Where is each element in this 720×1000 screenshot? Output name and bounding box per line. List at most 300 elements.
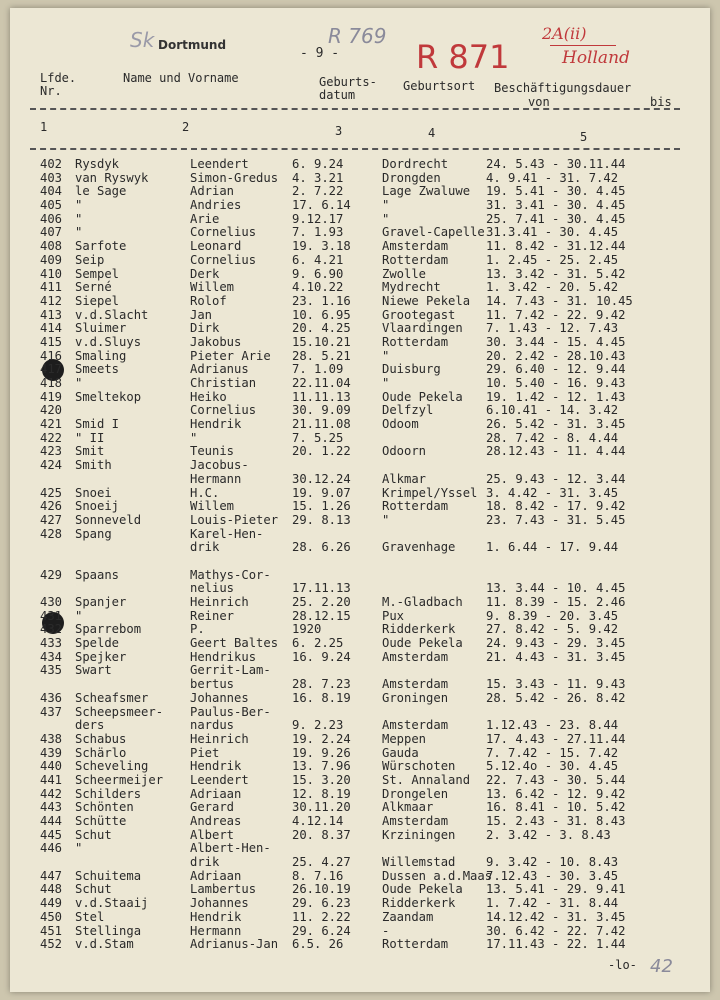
last-name: le Sage [75, 184, 127, 199]
header-nr: Nr. [40, 84, 62, 98]
row-number: 434 [40, 649, 63, 664]
pencil-reference: R 769 [328, 24, 387, 48]
birth-date: 30.11.20 [292, 800, 351, 815]
birth-place: Rotterdam [382, 499, 449, 514]
employment-period: 27. 8.42 - 5. 9.42 [486, 622, 619, 637]
document-page [10, 8, 710, 992]
birth-date: 11. 2.22 [292, 909, 351, 924]
last-name: Schut [75, 882, 112, 897]
table-row [10, 719, 710, 733]
employment-period: 29. 6.40 - 12. 9.44 [486, 362, 626, 377]
birth-date: 13. 7.96 [292, 759, 351, 774]
row-number: 450 [40, 909, 63, 924]
first-name: Gerrit-Lam- [190, 663, 271, 678]
first-name: Lambertus [190, 882, 257, 897]
row-number: 452 [40, 937, 63, 952]
first-name: Cornelius [190, 403, 257, 418]
birth-date: 17.11.13 [292, 581, 351, 596]
birth-place: Duisburg [382, 362, 441, 377]
last-name: Serné [75, 280, 112, 295]
first-name: Hermann [190, 923, 242, 938]
employment-period: 23. 7.43 - 31. 5.45 [486, 512, 626, 527]
birth-date: 6. 9.24 [292, 157, 344, 171]
dortmund-stamp: Dortmund [158, 38, 227, 52]
last-name: Rysdyk [75, 157, 120, 171]
row-number: 441 [40, 772, 63, 787]
first-name: Johannes [190, 896, 249, 911]
employment-period: 9. 8.39 - 20. 3.45 [486, 608, 619, 623]
table-row [10, 842, 710, 856]
red-note-top: 2A(ii) [542, 24, 587, 43]
employment-period: 28.12.43 - 11. 4.44 [486, 444, 626, 459]
last-name: Sempel [75, 266, 120, 281]
table-row [10, 309, 710, 323]
row-number: 420 [40, 403, 63, 418]
employment-period: 17.11.43 - 22. 1.44 [486, 937, 626, 952]
first-name: Karel-Hen- [190, 526, 264, 541]
row-number: 433 [40, 636, 63, 651]
row-number: 440 [40, 759, 63, 774]
first-name: Heinrich [190, 595, 249, 609]
row-number: 427 [40, 512, 63, 527]
birth-date: 20. 4.25 [292, 321, 351, 336]
employment-period: 31. 3.41 - 30. 4.45 [486, 198, 626, 213]
employment-period: 9. 3.42 - 10. 8.43 [486, 855, 619, 870]
table-row [10, 870, 710, 884]
birth-date: 7. 1.09 [292, 362, 344, 377]
last-name: Sonneveld [75, 512, 142, 527]
birth-date: 7. 1.93 [292, 225, 344, 240]
birth-date: 29. 6.24 [292, 923, 351, 938]
row-number: 430 [40, 595, 63, 609]
employment-period: 25. 9.43 - 12. 3.44 [486, 471, 626, 486]
row-number: 436 [40, 690, 63, 705]
row-number: 407 [40, 225, 63, 240]
birth-place: Dussen a.d.Maas [382, 868, 493, 883]
red-note-bottom: Holland [562, 48, 630, 68]
last-name: Schuitema [75, 868, 142, 883]
birth-date: 30. 9.09 [292, 403, 351, 418]
birth-date: 15. 3.20 [292, 772, 351, 787]
birth-date: 30.12.24 [292, 471, 351, 486]
corner-pencil-number: 42 [650, 956, 673, 977]
employment-period: 16. 8.41 - 10. 5.42 [486, 800, 626, 815]
last-name: " [75, 211, 83, 226]
first-name: Geert Baltes [190, 636, 279, 651]
table-row [10, 623, 710, 637]
last-name: ders [75, 718, 105, 733]
row-number: 429 [40, 567, 63, 582]
column-number-1: 1 [40, 120, 48, 134]
first-name: Christian [190, 376, 257, 390]
birth-place: " [382, 348, 390, 363]
first-name: Simon-Gredus [190, 170, 279, 185]
column-number-5: 5 [580, 130, 588, 144]
table-row [10, 733, 710, 747]
first-name: Gerard [190, 800, 235, 815]
table-row [10, 815, 710, 829]
employment-period: 19. 1.42 - 12. 1.43 [486, 389, 626, 404]
row-number: 447 [40, 868, 63, 883]
table-row [10, 829, 710, 843]
employment-period: 7. 1.43 - 12. 7.43 [486, 321, 619, 336]
birth-place: Amsterdam [382, 718, 449, 733]
employment-period: 24. 9.43 - 29. 3.45 [486, 636, 626, 651]
first-name: Adriaan [190, 786, 242, 801]
table-row [10, 350, 710, 364]
row-number: 414 [40, 321, 63, 336]
row-number: 415 [40, 334, 63, 349]
birth-place: Delfzyl [382, 403, 434, 418]
last-name: " [75, 198, 83, 213]
header-datum: datum [319, 88, 356, 102]
row-number: 410 [40, 266, 63, 281]
header-geburts: Geburts- [319, 75, 377, 89]
first-name: Leendert [190, 157, 249, 171]
birth-place: Drongden [382, 170, 441, 185]
table-row [10, 760, 710, 774]
last-name: Scheveling [75, 759, 149, 774]
table-row [10, 678, 710, 692]
birth-date: 6. 2.25 [292, 636, 344, 651]
last-name: " II [75, 430, 105, 445]
row-number: 425 [40, 485, 63, 500]
last-name: Schilders [75, 786, 142, 801]
last-name: Schut [75, 827, 112, 842]
last-name: Seip [75, 252, 105, 267]
last-name: v.d.Sluys [75, 334, 142, 349]
birth-date: 25. 2.20 [292, 595, 351, 609]
record-list [10, 158, 710, 952]
row-number: 438 [40, 731, 63, 746]
birth-place: - [382, 923, 390, 938]
employment-period: 2. 3.42 - 3. 8.43 [486, 827, 611, 842]
row-number: 403 [40, 170, 63, 185]
first-name: drik [190, 855, 220, 870]
first-name: Dirk [190, 321, 220, 336]
last-name: Smit [75, 444, 105, 459]
employment-period: 20. 2.42 - 28.10.43 [486, 348, 626, 363]
first-name: drik [190, 540, 220, 555]
birth-date: 6. 4.21 [292, 252, 344, 267]
first-name: nardus [190, 718, 235, 733]
employment-period: 7. 7.42 - 15. 7.42 [486, 745, 619, 760]
first-name: Jakobus [190, 334, 242, 349]
first-name: Albert [190, 827, 235, 842]
row-number: 432 [40, 622, 63, 637]
row-number: 418 [40, 376, 63, 390]
employment-period: 15. 2.43 - 31. 8.43 [486, 814, 626, 828]
first-name: Hendrik [190, 759, 242, 774]
last-name: Scheafsmer [75, 690, 149, 705]
table-row [10, 651, 710, 665]
table-row [10, 336, 710, 350]
first-name: Arie [190, 211, 220, 226]
last-name: Spang [75, 526, 112, 541]
employment-period: 13. 3.44 - 10. 4.45 [486, 581, 626, 596]
birth-place: Odoom [382, 417, 419, 432]
employment-period: 15. 3.43 - 11. 9.43 [486, 677, 626, 692]
birth-place: " [382, 211, 390, 226]
birth-date: 22.11.04 [292, 376, 351, 390]
birth-place: Amsterdam [382, 239, 449, 254]
birth-place: Pux [382, 608, 405, 623]
birth-date: 9. 6.90 [292, 266, 344, 281]
first-name: Cornelius [190, 225, 257, 240]
birth-date: 23. 1.16 [292, 293, 351, 308]
birth-place: Ridderkerk [382, 896, 456, 911]
birth-place: Odoorn [382, 444, 427, 459]
first-name: Hendrik [190, 909, 242, 924]
employment-period: 21. 4.43 - 31. 3.45 [486, 649, 626, 664]
birth-place: Zwolle [382, 266, 427, 281]
row-number: 404 [40, 184, 63, 199]
table-row [10, 569, 710, 583]
row-number: 409 [40, 252, 63, 267]
page-number: - 9 - [300, 46, 340, 61]
table-row [10, 801, 710, 815]
table-row [10, 925, 710, 939]
table-row [10, 911, 710, 925]
employment-period: 11. 7.42 - 22. 9.42 [486, 307, 626, 322]
employment-period: 5.12.4o - 30. 4.45 [486, 759, 619, 774]
last-name: Scheermeijer [75, 772, 164, 787]
employment-period: 6.10.41 - 14. 3.42 [486, 403, 619, 418]
row-number: 413 [40, 307, 63, 322]
birth-place: Alkmaar [382, 800, 434, 815]
birth-date: 28. 5.21 [292, 348, 351, 363]
birth-date: 1920 [292, 622, 322, 637]
employment-period: 24. 5.43 - 30.11.44 [486, 157, 626, 171]
header-von: von [528, 95, 550, 109]
first-name: Rolof [190, 293, 227, 308]
last-name: v.d.Slacht [75, 307, 149, 322]
first-name: Derk [190, 266, 220, 281]
employment-period: 1. 3.42 - 20. 5.42 [486, 280, 619, 295]
first-name: " [190, 430, 198, 445]
birth-place: Ridderkerk [382, 622, 456, 637]
birth-place: Gauda [382, 745, 419, 760]
header-name: Name und Vorname [123, 71, 239, 85]
first-name: Jan [190, 307, 213, 322]
birth-date: 28.12.15 [292, 608, 351, 623]
last-name: " [75, 376, 83, 390]
first-name: Andreas [190, 814, 242, 828]
birth-place: Grootegast [382, 307, 456, 322]
employment-period: 31.3.41 - 30. 4.45 [486, 225, 619, 240]
table-row [10, 555, 710, 569]
last-name: Spaans [75, 567, 120, 582]
birth-place: Amsterdam [382, 814, 449, 828]
last-name: van Ryswyk [75, 170, 149, 185]
employment-period: 26. 5.42 - 31. 3.45 [486, 417, 626, 432]
birth-place: Gravenhage [382, 540, 456, 555]
first-name: Teunis [190, 444, 235, 459]
birth-place: " [382, 198, 390, 213]
table-row [10, 432, 710, 446]
birth-date: 19. 9.07 [292, 485, 351, 500]
birth-place: Dordrecht [382, 157, 449, 171]
birth-date: 10. 6.95 [292, 307, 351, 322]
birth-place: Lage Zwaluwe [382, 184, 471, 199]
birth-place: Willemstad [382, 855, 456, 870]
row-number: 431 [40, 608, 63, 623]
employment-period: 25. 7.41 - 30. 4.45 [486, 211, 626, 226]
birth-date: 16. 8.19 [292, 690, 351, 705]
table-row [10, 185, 710, 199]
first-name: bertus [190, 677, 235, 692]
birth-place: Gravel-Capelle [382, 225, 485, 240]
row-number: 428 [40, 526, 63, 541]
birth-date: 19. 9.26 [292, 745, 351, 760]
employment-period: 28. 7.42 - 8. 4.44 [486, 430, 619, 445]
last-name: Schönten [75, 800, 134, 815]
footer-page-number: -lo- [608, 958, 637, 972]
row-number: 408 [40, 239, 63, 254]
table-row [10, 418, 710, 432]
row-number: 435 [40, 663, 63, 678]
table-row [10, 774, 710, 788]
last-name: Schärlo [75, 745, 127, 760]
last-name: " [75, 608, 83, 623]
table-row [10, 788, 710, 802]
table-row [10, 582, 710, 596]
row-number: 437 [40, 704, 63, 719]
birth-place: " [382, 376, 390, 390]
birth-date: 12. 8.19 [292, 786, 351, 801]
row-number: 446 [40, 841, 63, 856]
birth-date: 25. 4.27 [292, 855, 351, 870]
table-row [10, 363, 710, 377]
employment-period: 19. 5.41 - 30. 4.45 [486, 184, 626, 199]
table-row [10, 500, 710, 514]
first-name: Paulus-Ber- [190, 704, 271, 719]
last-name: Schabus [75, 731, 127, 746]
birth-date: 16. 9.24 [292, 649, 351, 664]
first-name: Leonard [190, 239, 242, 254]
birth-place: Rotterdam [382, 334, 449, 349]
first-name: Hendrikus [190, 649, 257, 664]
last-name: Smeets [75, 362, 120, 377]
table-row [10, 445, 710, 459]
birth-place: " [382, 512, 390, 527]
employment-period: 10. 5.40 - 16. 9.43 [486, 376, 626, 390]
table-row [10, 158, 710, 172]
table-row [10, 322, 710, 336]
header-divider-bottom [30, 148, 680, 150]
first-name: nelius [190, 581, 235, 596]
row-number: 411 [40, 280, 63, 295]
employment-period: 1.12.43 - 23. 8.44 [486, 718, 619, 733]
row-number: 421 [40, 417, 63, 432]
table-row [10, 637, 710, 651]
row-number: 412 [40, 293, 63, 308]
last-name: Spejker [75, 649, 127, 664]
row-number: 423 [40, 444, 63, 459]
employment-period: 1. 6.44 - 17. 9.44 [486, 540, 619, 555]
last-name: Sluimer [75, 321, 127, 336]
employment-period: 11. 8.42 - 31.12.44 [486, 239, 626, 254]
birth-date: 9.12.17 [292, 211, 344, 226]
birth-place: Krziningen [382, 827, 456, 842]
first-name: Adrianus [190, 362, 249, 377]
row-number: 422 [40, 430, 63, 445]
table-row [10, 213, 710, 227]
birth-place: M.-Gladbach [382, 595, 463, 609]
table-row [10, 295, 710, 309]
table-row [10, 610, 710, 624]
birth-date: 15. 1.26 [292, 499, 351, 514]
table-row [10, 664, 710, 678]
birth-date: 29. 6.23 [292, 896, 351, 911]
last-name: Smid I [75, 417, 120, 432]
birth-date: 4. 3.21 [292, 170, 344, 185]
employment-period: 18. 8.42 - 17. 9.42 [486, 499, 626, 514]
last-name: Smith [75, 458, 112, 473]
birth-date: 26.10.19 [292, 882, 351, 897]
birth-place: Rotterdam [382, 937, 449, 952]
row-number: 451 [40, 923, 63, 938]
first-name: Cornelius [190, 252, 257, 267]
birth-date: 4.12.14 [292, 814, 344, 828]
birth-place: Amsterdam [382, 649, 449, 664]
red-underline [550, 45, 616, 46]
last-name: " [75, 841, 83, 856]
birth-place: Rotterdam [382, 252, 449, 267]
header-geburtsort: Geburtsort [403, 79, 476, 93]
birth-date: 29. 8.13 [292, 512, 351, 527]
last-name: v.d.Stam [75, 937, 134, 952]
last-name: " [75, 225, 83, 240]
birth-date: 6.5. 26 [292, 937, 344, 952]
first-name: Pieter Arie [190, 348, 271, 363]
row-number: 444 [40, 814, 63, 828]
table-row [10, 487, 710, 501]
last-name: Smeltekop [75, 389, 142, 404]
table-row [10, 706, 710, 720]
birth-place: Niewe Pekela [382, 293, 471, 308]
row-number: 442 [40, 786, 63, 801]
birth-place: Groningen [382, 690, 449, 705]
birth-date: 28. 6.26 [292, 540, 351, 555]
employment-period: 13. 6.42 - 12. 9.42 [486, 786, 626, 801]
last-name: Spelde [75, 636, 120, 651]
employment-period: 30. 6.42 - 22. 7.42 [486, 923, 626, 938]
birth-date: 9. 2.23 [292, 718, 344, 733]
table-row [10, 528, 710, 542]
table-row [10, 240, 710, 254]
last-name: Stellinga [75, 923, 142, 938]
birth-date: 28. 7.23 [292, 677, 351, 692]
table-row [10, 473, 710, 487]
birth-date: 15.10.21 [292, 334, 351, 349]
header-divider-top [30, 108, 680, 110]
first-name: Jacobus- [190, 458, 249, 473]
row-number: 445 [40, 827, 63, 842]
first-name: Johannes [190, 690, 249, 705]
last-name: Siepel [75, 293, 120, 308]
employment-period: 22. 7.43 - 30. 5.44 [486, 772, 626, 787]
employment-period: 14.12.42 - 31. 3.45 [486, 909, 626, 924]
table-row [10, 226, 710, 240]
row-number: 416 [40, 348, 63, 363]
header-beschaeftigung: Beschäftigungsdauer [494, 81, 632, 95]
row-number: 419 [40, 389, 63, 404]
birth-place: Amsterdam [382, 677, 449, 692]
table-row [10, 692, 710, 706]
first-name: Andries [190, 198, 242, 213]
birth-date: 19. 2.24 [292, 731, 351, 746]
